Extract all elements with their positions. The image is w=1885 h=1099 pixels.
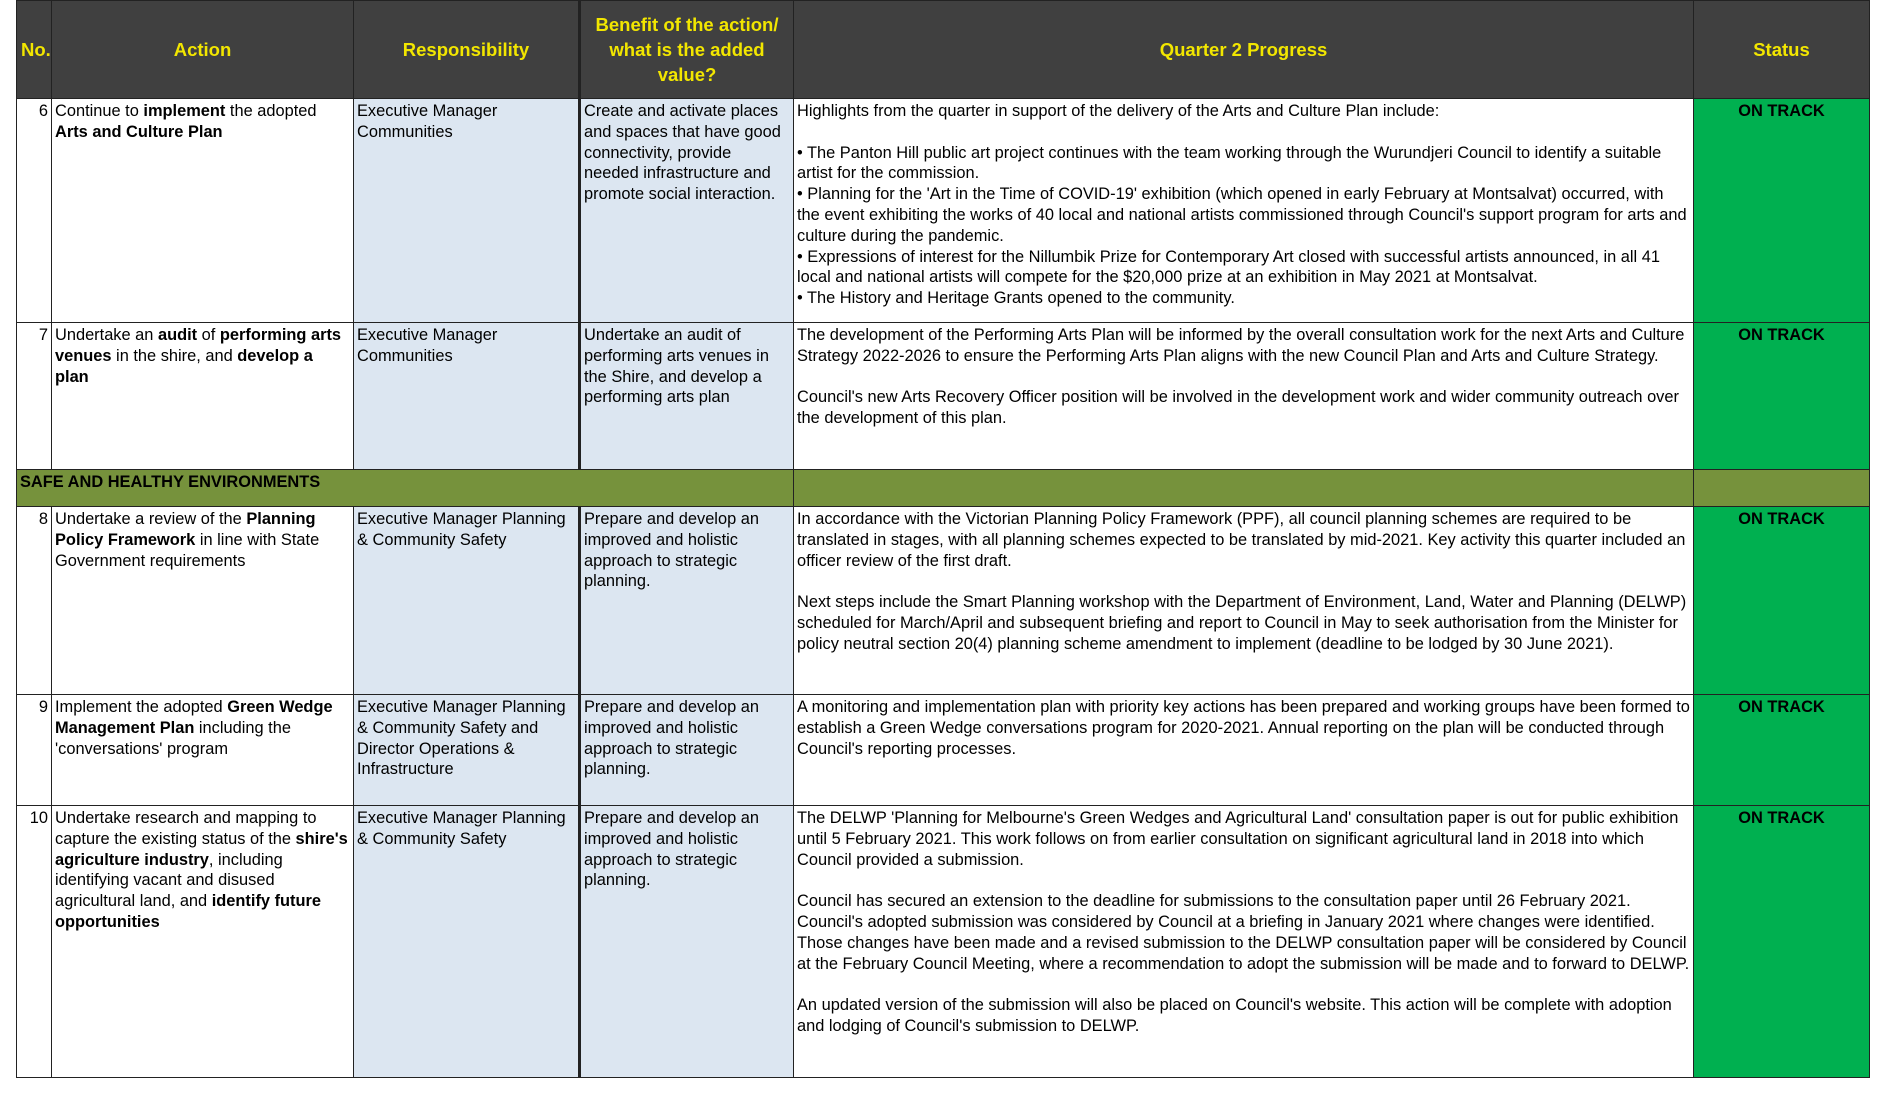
progress-cell: In accordance with the Victorian Planning Policy Framework (PPF), all council planning schemes are required to be translated in stages, with all planning schemes expected to be translated by mid-2021. Key activity this quarter included an officer review of the first draft. Next steps include the Smart Planning workshop with the Department of Environment, Land, Water and Planning (DELWP) scheduled for March/April and subsequent briefing and report to Council in May to seek authorisation from the Minister for policy neutral section 20(4) planning scheme amendment to implement (deadline to be lodged by 30 June 2021). — [794, 507, 1694, 695]
action-cell — [52, 806, 354, 1078]
action-fragment: of — [197, 326, 220, 344]
action-fragment: Undertake a review of the — [55, 510, 247, 528]
responsibility-cell: Executive Manager Planning & Community Safety — [354, 806, 580, 1078]
header-action: Action — [52, 1, 354, 99]
row-number: 8 — [17, 507, 52, 695]
action-emphasis: performing arts venues — [55, 326, 342, 365]
header-progress: Quarter 2 Progress — [794, 1, 1694, 99]
action-cell — [52, 507, 354, 695]
benefit-cell: Prepare and develop an improved and holistic approach to strategic planning. — [580, 695, 794, 806]
action-fragment: including the 'conversations' program — [55, 718, 291, 758]
action-fragment: Implement the adopted — [55, 698, 228, 716]
row-number: 9 — [17, 695, 52, 806]
section-fill — [1694, 470, 1870, 507]
section-fill — [794, 470, 1694, 507]
action-emphasis: audit — [157, 326, 198, 344]
table-row — [17, 99, 1870, 323]
benefit-cell: Create and activate places and spaces that have good connectivity, provide needed infrastructure and promote social interaction. — [580, 99, 794, 323]
benefit-cell: Undertake an audit of performing arts venues in the Shire, and develop a performing arts plan — [580, 323, 794, 470]
action-text — [55, 698, 333, 758]
action-emphasis: identify future opportunities — [55, 892, 322, 931]
action-emphasis: Planning Policy Framework — [55, 510, 316, 549]
header-row — [17, 1, 1870, 99]
table-row — [17, 806, 1870, 1078]
status-badge: ON TRACK — [1694, 806, 1870, 1078]
responsibility-cell: Executive Manager Communities — [354, 99, 580, 323]
action-emphasis: Arts and Culture Plan — [55, 122, 223, 141]
header-benefit: Benefit of the action/ what is the added value? — [580, 1, 794, 99]
progress-cell: The DELWP 'Planning for Melbourne's Green Wedges and Agricultural Land' consultation paper is out for public exhibition until 5 February 2021. This work follows on from earlier consultation on significant agricultural land in 2018 into which Council provided a submission. Council has secured an extension to the deadline for submissions to the consultation paper until 26 February 2021. Council's adopted submission was considered by Council at a briefing in January 2021 where changes were identified. Those changes have been made and a revised submission to the DELWP consultation paper will be considered by Council at the February Council Meeting, where a recommendation to adopt the submission will be made and to forward to DELWP. An updated version of the submission will also be placed on Council's website. This action will be complete with adoption and lodging of Council's submission to DELWP. — [794, 806, 1694, 1078]
action-text — [55, 809, 348, 931]
action-fragment: in the shire, and — [111, 346, 238, 365]
progress-cell: Highlights from the quarter in support of the delivery of the Arts and Culture Plan include: • The Panton Hill public art project continues with the team working through the Wurundjeri Council to identify a suitable artist for the commission. • Planning for the 'Art in the Time of COVID-19' exhibition (which opened in early February at Montsalvat) occurred, with the event exhibiting the works of 40 local and national artists commissioned through Council's support program for arts and culture during the pandemic. • Expressions of interest for the Nillumbik Prize for Contemporary Art closed with successful artists announced, in all 41 local and national artists will compete for the $20,000 prize at an exhibition in May 2021 at Montsalvat. • The History and Heritage Grants opened to the community. — [794, 99, 1694, 323]
progress-cell: The development of the Performing Arts Plan will be informed by the overall consultation work for the next Arts and Culture Strategy 2022-2026 to ensure the Performing Arts Plan aligns with the new Council Plan and Arts and Culture Strategy. Council's new Arts Recovery Officer position will be involved in the development work and wider community outreach over the development of this plan. — [794, 323, 1694, 470]
table-row — [17, 695, 1870, 806]
header-responsibility: Responsibility — [354, 1, 580, 99]
action-cell — [52, 323, 354, 470]
action-text — [55, 510, 319, 570]
action-fragment: Undertake an — [55, 326, 158, 344]
header-no: No. — [17, 1, 52, 99]
row-number: 6 — [17, 99, 52, 323]
action-cell — [52, 99, 354, 323]
action-emphasis: shire's agriculture industry — [55, 829, 348, 869]
progress-report-table — [16, 0, 1870, 1078]
benefit-cell: Prepare and develop an improved and holistic approach to strategic planning. — [580, 806, 794, 1078]
responsibility-cell: Executive Manager Communities — [354, 323, 580, 470]
row-number: 7 — [17, 323, 52, 470]
action-fragment: in line with State Government requirements — [55, 530, 320, 570]
status-badge: ON TRACK — [1694, 695, 1870, 806]
section-row — [17, 470, 1870, 507]
action-cell — [52, 695, 354, 806]
responsibility-cell: Executive Manager Planning & Community Safety — [354, 507, 580, 695]
action-emphasis: implement — [143, 102, 226, 120]
action-fragment: , including identifying vacant and disused agricultural land, and — [55, 850, 283, 911]
action-fragment: Undertake research and mapping to capture the existing status of the — [55, 809, 317, 848]
status-badge: ON TRACK — [1694, 507, 1870, 695]
action-emphasis: Green Wedge Management Plan — [55, 698, 333, 737]
benefit-cell: Prepare and develop an improved and holistic approach to strategic planning. — [580, 507, 794, 695]
responsibility-cell: Executive Manager Planning & Community Safety and Director Operations & Infrastructure — [354, 695, 580, 806]
status-badge: ON TRACK — [1694, 323, 1870, 470]
action-fragment: the adopted — [225, 102, 317, 120]
action-text — [55, 102, 317, 141]
header-status: Status — [1694, 1, 1870, 99]
section-title: SAFE AND HEALTHY ENVIRONMENTS — [17, 470, 794, 507]
progress-cell: A monitoring and implementation plan with priority key actions has been prepared and working groups have been formed to establish a Green Wedge conversations program for 2020-2021. Annual reporting on the plan will be conducted through Council's reporting processes. — [794, 695, 1694, 806]
action-emphasis: develop a plan — [55, 346, 313, 386]
table-row — [17, 507, 1870, 695]
status-badge: ON TRACK — [1694, 99, 1870, 323]
action-fragment: Continue to — [55, 102, 144, 120]
row-number: 10 — [17, 806, 52, 1078]
action-text — [55, 326, 341, 386]
table-row — [17, 323, 1870, 470]
